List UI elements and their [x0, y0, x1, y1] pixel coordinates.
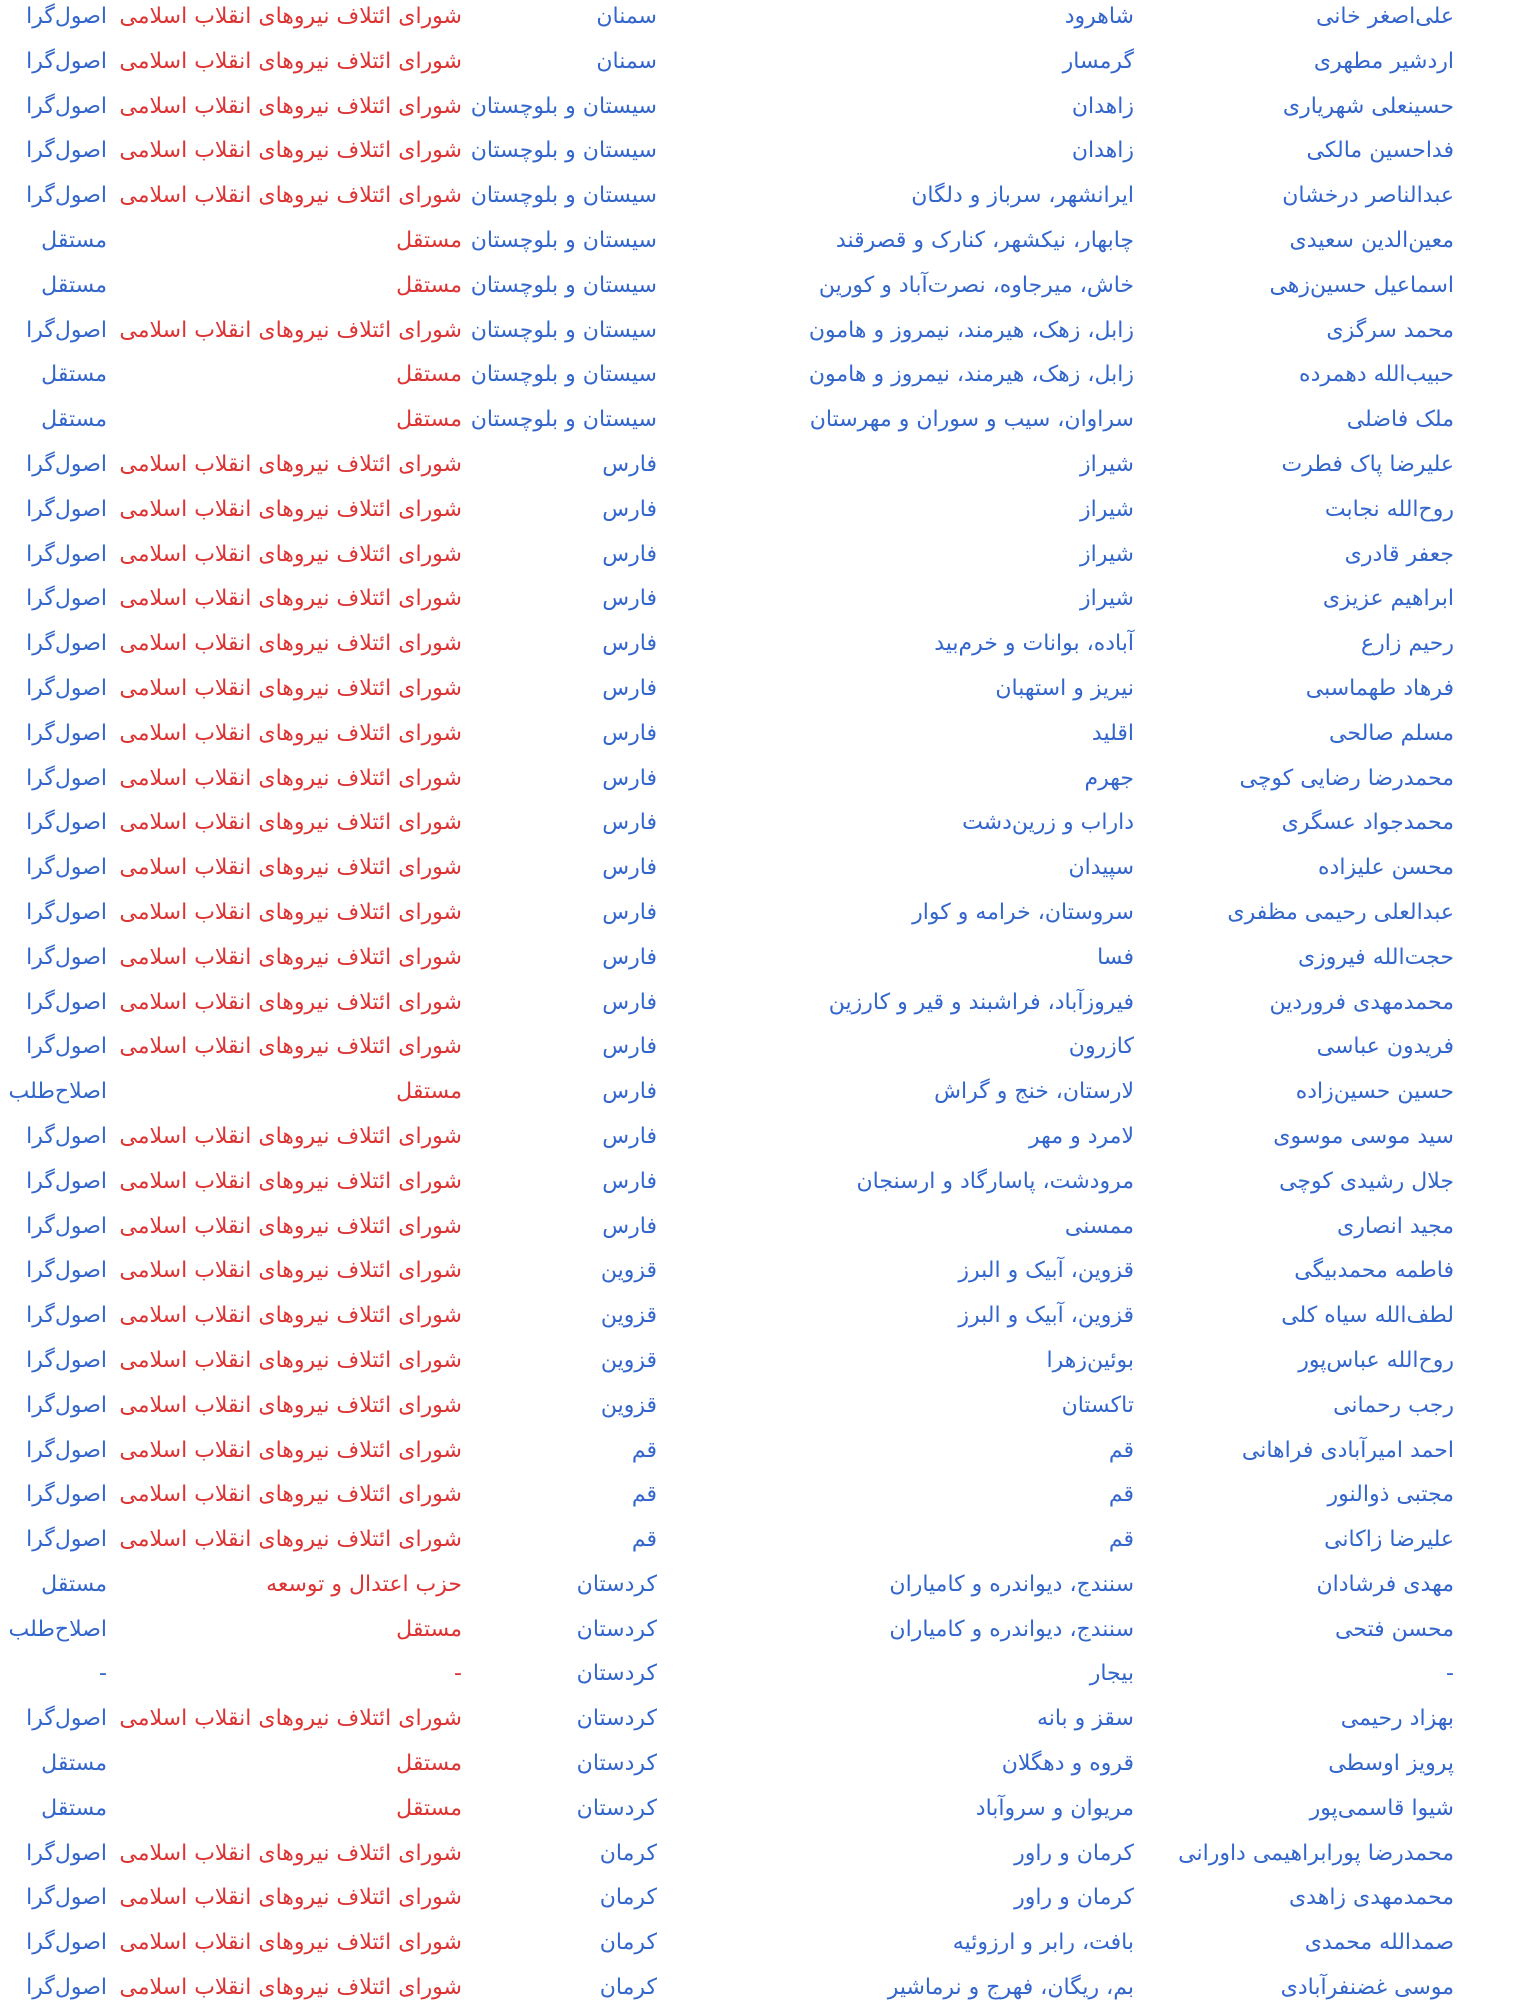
party-link[interactable]: اصول‌گرا: [26, 989, 107, 1015]
district-link[interactable]: سنندج، دیواندره و کامیاران: [889, 1616, 1134, 1642]
party-link[interactable]: اصول‌گرا: [26, 1885, 107, 1911]
faction-link[interactable]: شورای ائتلاف نیروهای انقلاب اسلامی: [119, 810, 462, 836]
district-link[interactable]: شیراز: [1080, 541, 1134, 567]
member-name-link[interactable]: ملک فاضلی: [1346, 407, 1454, 433]
member-name-link[interactable]: حسین حسین‌زاده: [1295, 1079, 1454, 1105]
faction-link[interactable]: مستقل: [396, 1616, 462, 1642]
province-link[interactable]: قزوین: [600, 1303, 657, 1329]
party-link[interactable]: اصول‌گرا: [26, 48, 107, 74]
member-name-link[interactable]: حبیب‌الله دهمرده: [1299, 362, 1454, 388]
faction-link[interactable]: شورای ائتلاف نیروهای انقلاب اسلامی: [119, 496, 462, 522]
table-row: [0, 403, 1536, 448]
faction-link[interactable]: شورای ائتلاف نیروهای انقلاب اسلامی: [119, 944, 462, 970]
party-link[interactable]: اصول‌گرا: [26, 1482, 107, 1508]
district-link[interactable]: زاهدان: [1071, 93, 1134, 119]
party-link[interactable]: اصول‌گرا: [26, 944, 107, 970]
table-row: [0, 806, 1536, 851]
district-link[interactable]: لامرد و مهر: [1029, 1123, 1134, 1149]
district-link[interactable]: شاهرود: [1064, 4, 1134, 29]
table-row: [0, 1568, 1536, 1613]
member-name-link[interactable]: احمد امیرآبادی فراهانی: [1241, 1437, 1454, 1463]
party-link[interactable]: اصول‌گرا: [26, 451, 107, 477]
district-link[interactable]: قم: [1108, 1482, 1134, 1508]
member-name-link[interactable]: شیوا قاسمی‌پور: [1309, 1795, 1454, 1821]
party-link[interactable]: -: [99, 1661, 107, 1687]
province-link[interactable]: فارس: [602, 989, 657, 1015]
faction-link[interactable]: شورای ائتلاف نیروهای انقلاب اسلامی: [119, 4, 462, 29]
table-row: [0, 986, 1536, 1031]
party-link[interactable]: اصول‌گرا: [26, 720, 107, 746]
district-link[interactable]: گرمسار: [1062, 48, 1134, 74]
party-link[interactable]: اصول‌گرا: [26, 1975, 107, 2001]
faction-link[interactable]: شورای ائتلاف نیروهای انقلاب اسلامی: [119, 586, 462, 612]
faction-link[interactable]: شورای ائتلاف نیروهای انقلاب اسلامی: [119, 899, 462, 925]
member-name-link[interactable]: مجید انصاری: [1336, 1213, 1454, 1239]
faction-link[interactable]: شورای ائتلاف نیروهای انقلاب اسلامی: [119, 1392, 462, 1418]
province-link[interactable]: قم: [631, 1482, 657, 1508]
table-row: [0, 538, 1536, 583]
faction-link[interactable]: شورای ائتلاف نیروهای انقلاب اسلامی: [119, 451, 462, 477]
province-link[interactable]: قم: [631, 1527, 657, 1553]
district-link[interactable]: اقلید: [1091, 720, 1134, 746]
district-link[interactable]: بافت، رابر و ارزوئیه: [952, 1930, 1134, 1956]
province-link[interactable]: قزوین: [600, 1258, 657, 1284]
faction-link[interactable]: شورای ائتلاف نیروهای انقلاب اسلامی: [119, 93, 462, 119]
member-name-link[interactable]: فریدون عباسی: [1316, 1034, 1454, 1060]
province-link[interactable]: سیستان و بلوچستان: [470, 407, 657, 433]
table-row: [0, 45, 1536, 90]
province-link[interactable]: سیستان و بلوچستان: [470, 317, 657, 343]
province-link[interactable]: سیستان و بلوچستان: [470, 138, 657, 164]
table-row: [0, 1120, 1536, 1165]
province-link[interactable]: فارس: [602, 1213, 657, 1239]
party-link[interactable]: اصول‌گرا: [26, 1527, 107, 1553]
table-row: [0, 269, 1536, 314]
faction-link[interactable]: شورای ائتلاف نیروهای انقلاب اسلامی: [119, 1213, 462, 1239]
district-link[interactable]: سپیدان: [1068, 855, 1134, 881]
province-link[interactable]: کردستان: [576, 1751, 657, 1777]
member-name-link[interactable]: محمدرضا پورابراهیمی داورانی: [1178, 1840, 1454, 1866]
faction-link[interactable]: شورای ائتلاف نیروهای انقلاب اسلامی: [119, 1303, 462, 1329]
party-link[interactable]: مستقل: [41, 1751, 107, 1777]
party-link[interactable]: اصول‌گرا: [26, 855, 107, 881]
party-link[interactable]: اصول‌گرا: [26, 317, 107, 343]
faction-link[interactable]: مستقل: [396, 1795, 462, 1821]
party-link[interactable]: مستقل: [41, 1795, 107, 1821]
table-row: [0, 672, 1536, 717]
district-link[interactable]: بوئین‌زهرا: [1046, 1347, 1134, 1373]
table-row: [0, 1926, 1536, 1971]
table-row: [0, 1747, 1536, 1792]
faction-link[interactable]: شورای ائتلاف نیروهای انقلاب اسلامی: [119, 720, 462, 746]
party-link[interactable]: اصول‌گرا: [26, 541, 107, 567]
party-link[interactable]: اصول‌گرا: [26, 1437, 107, 1463]
province-link[interactable]: فارس: [602, 810, 657, 836]
faction-link[interactable]: مستقل: [396, 227, 462, 253]
member-name-link[interactable]: رحیم زارع: [1361, 631, 1454, 657]
district-link[interactable]: شیراز: [1080, 451, 1134, 477]
faction-link[interactable]: شورای ائتلاف نیروهای انقلاب اسلامی: [119, 1168, 462, 1194]
faction-link[interactable]: شورای ائتلاف نیروهای انقلاب اسلامی: [119, 1527, 462, 1553]
party-link[interactable]: اصول‌گرا: [26, 765, 107, 791]
member-name-link[interactable]: -: [1446, 1661, 1454, 1687]
member-name-link[interactable]: لطف‌الله سیاه کلی: [1281, 1303, 1454, 1329]
district-link[interactable]: بیجار: [1089, 1661, 1134, 1687]
party-link[interactable]: اصول‌گرا: [26, 810, 107, 836]
member-name-link[interactable]: ابراهیم عزیزی: [1322, 586, 1454, 612]
party-link[interactable]: اصول‌گرا: [26, 631, 107, 657]
table-row: [0, 0, 1536, 45]
table-row: [0, 851, 1536, 896]
faction-link[interactable]: مستقل: [396, 407, 462, 433]
district-link[interactable]: قزوین، آبیک و البرز: [958, 1303, 1134, 1329]
table-row: [0, 224, 1536, 269]
member-name-link[interactable]: علیرضا پاک فطرت: [1281, 451, 1454, 477]
member-name-link[interactable]: فداحسین مالکی: [1306, 138, 1454, 164]
table-row: [0, 1165, 1536, 1210]
district-link[interactable]: شیراز: [1080, 496, 1134, 522]
province-link[interactable]: کرمان: [599, 1885, 657, 1911]
party-link[interactable]: مستقل: [41, 227, 107, 253]
province-link[interactable]: کردستان: [576, 1661, 657, 1687]
province-link[interactable]: قزوین: [600, 1392, 657, 1418]
district-link[interactable]: سنندج، دیواندره و کامیاران: [889, 1571, 1134, 1597]
member-name-link[interactable]: محمد سرگزی: [1326, 317, 1454, 343]
faction-link[interactable]: شورای ائتلاف نیروهای انقلاب اسلامی: [119, 1930, 462, 1956]
faction-link[interactable]: -: [454, 1661, 462, 1687]
party-link[interactable]: اصول‌گرا: [26, 4, 107, 29]
table-row: [0, 493, 1536, 538]
province-link[interactable]: کرمان: [599, 1930, 657, 1956]
district-link[interactable]: کازرون: [1068, 1034, 1134, 1060]
table-row: [0, 314, 1536, 359]
party-link[interactable]: اصول‌گرا: [26, 899, 107, 925]
party-link[interactable]: مستقل: [41, 1571, 107, 1597]
table-row: [0, 179, 1536, 224]
member-name-link[interactable]: بهزاد رحیمی: [1340, 1706, 1454, 1732]
district-link[interactable]: زابل، زهک، هیرمند، نیمروز و هامون: [808, 362, 1134, 388]
province-link[interactable]: فارس: [602, 855, 657, 881]
party-link[interactable]: اصول‌گرا: [26, 1840, 107, 1866]
member-name-link[interactable]: مسلم صالحی: [1329, 720, 1454, 746]
party-link[interactable]: اصول‌گرا: [26, 1930, 107, 1956]
faction-link[interactable]: شورای ائتلاف نیروهای انقلاب اسلامی: [119, 1975, 462, 2001]
faction-link[interactable]: شورای ائتلاف نیروهای انقلاب اسلامی: [119, 1840, 462, 1866]
district-link[interactable]: ممسنی: [1064, 1213, 1134, 1239]
table-row: [0, 1657, 1536, 1702]
province-link[interactable]: سیستان و بلوچستان: [470, 272, 657, 298]
district-link[interactable]: فسا: [1097, 944, 1134, 970]
table-row: [0, 1434, 1536, 1479]
member-name-link[interactable]: عبدالعلی رحیمی مظفری: [1227, 899, 1454, 925]
party-link[interactable]: اصول‌گرا: [26, 138, 107, 164]
district-link[interactable]: کرمان و راور: [1014, 1840, 1134, 1866]
faction-link[interactable]: شورای ائتلاف نیروهای انقلاب اسلامی: [119, 1258, 462, 1284]
district-link[interactable]: لارستان، خنج و گراش: [934, 1079, 1134, 1105]
member-name-link[interactable]: حجت‌الله فیروزی: [1297, 944, 1454, 970]
table-row: [0, 1389, 1536, 1434]
district-link[interactable]: قزوین، آبیک و البرز: [958, 1258, 1134, 1284]
faction-link[interactable]: شورای ائتلاف نیروهای انقلاب اسلامی: [119, 1482, 462, 1508]
faction-link[interactable]: مستقل: [396, 1751, 462, 1777]
district-link[interactable]: سقز و بانه: [1036, 1706, 1134, 1732]
party-link[interactable]: اصول‌گرا: [26, 586, 107, 612]
district-link[interactable]: مرودشت، پاسارگاد و ارسنجان: [856, 1168, 1134, 1194]
party-link[interactable]: اصول‌گرا: [26, 1392, 107, 1418]
table-row: [0, 762, 1536, 807]
party-link[interactable]: اصول‌گرا: [26, 1034, 107, 1060]
province-link[interactable]: قزوین: [600, 1347, 657, 1373]
province-link[interactable]: فارس: [602, 586, 657, 612]
province-link[interactable]: سیستان و بلوچستان: [470, 183, 657, 209]
faction-link[interactable]: شورای ائتلاف نیروهای انقلاب اسلامی: [119, 183, 462, 209]
province-link[interactable]: کرمان: [599, 1840, 657, 1866]
party-link[interactable]: اصول‌گرا: [26, 675, 107, 701]
table-row: [0, 896, 1536, 941]
member-name-link[interactable]: مجتبی ذوالنور: [1327, 1482, 1454, 1508]
district-link[interactable]: داراب و زرین‌دشت: [962, 810, 1134, 836]
party-link[interactable]: اصول‌گرا: [26, 1258, 107, 1284]
district-link[interactable]: سروستان، خرامه و کوار: [912, 899, 1134, 925]
table-row: [0, 134, 1536, 179]
district-link[interactable]: خاش، میرجاوه، نصرت‌آباد و کورین: [818, 272, 1134, 298]
table-row: [0, 90, 1536, 135]
member-name-link[interactable]: محمدمهدی فروردین: [1269, 989, 1454, 1015]
district-link[interactable]: قم: [1108, 1527, 1134, 1553]
party-link[interactable]: اصول‌گرا: [26, 496, 107, 522]
district-link[interactable]: تاکستان: [1061, 1392, 1134, 1418]
member-name-link[interactable]: صمدالله محمدی: [1304, 1930, 1454, 1956]
party-link[interactable]: اصول‌گرا: [26, 183, 107, 209]
province-link[interactable]: فارس: [602, 1034, 657, 1060]
table-row: [0, 1344, 1536, 1389]
district-link[interactable]: مریوان و سروآباد: [975, 1795, 1134, 1821]
table-row: [0, 1299, 1536, 1344]
member-name-link[interactable]: محمدجواد عسگری: [1281, 810, 1454, 836]
member-name-link[interactable]: علی‌اصغر خانی: [1315, 4, 1454, 29]
table-row: [0, 717, 1536, 762]
province-link[interactable]: فارس: [602, 765, 657, 791]
table-row: [0, 1254, 1536, 1299]
party-link[interactable]: اصول‌گرا: [26, 1303, 107, 1329]
faction-link[interactable]: شورای ائتلاف نیروهای انقلاب اسلامی: [119, 1034, 462, 1060]
province-link[interactable]: کردستان: [576, 1616, 657, 1642]
party-link[interactable]: اصول‌گرا: [26, 93, 107, 119]
table-row: [0, 1075, 1536, 1120]
district-link[interactable]: شیراز: [1080, 586, 1134, 612]
member-name-link[interactable]: پرویز اوسطی: [1328, 1751, 1454, 1777]
district-link[interactable]: کرمان و راور: [1014, 1885, 1134, 1911]
faction-link[interactable]: شورای ائتلاف نیروهای انقلاب اسلامی: [119, 675, 462, 701]
faction-link[interactable]: مستقل: [396, 1079, 462, 1105]
party-link[interactable]: مستقل: [41, 407, 107, 433]
province-link[interactable]: کرمان: [599, 1975, 657, 2001]
district-link[interactable]: قم: [1108, 1437, 1134, 1463]
table-row: [0, 1030, 1536, 1075]
faction-link[interactable]: شورای ائتلاف نیروهای انقلاب اسلامی: [119, 1123, 462, 1149]
district-link[interactable]: چابهار، نیکشهر، کنارک و قصرقند: [835, 227, 1134, 253]
member-name-link[interactable]: محسن فتحی: [1334, 1616, 1454, 1642]
table-row: [0, 941, 1536, 986]
district-link[interactable]: زابل، زهک، هیرمند، نیمروز و هامون: [808, 317, 1134, 343]
faction-link[interactable]: شورای ائتلاف نیروهای انقلاب اسلامی: [119, 1885, 462, 1911]
faction-link[interactable]: شورای ائتلاف نیروهای انقلاب اسلامی: [119, 631, 462, 657]
party-link[interactable]: اصول‌گرا: [26, 1168, 107, 1194]
province-link[interactable]: کردستان: [576, 1706, 657, 1732]
province-link[interactable]: کردستان: [576, 1571, 657, 1597]
member-name-link[interactable]: روح‌الله عباس‌پور: [1298, 1347, 1454, 1373]
district-link[interactable]: قروه و دهگلان: [1001, 1751, 1134, 1777]
member-name-link[interactable]: معین‌الدین سعیدی: [1289, 227, 1454, 253]
district-link[interactable]: سراوان، سیب و سوران و مهرستان: [809, 407, 1134, 433]
district-link[interactable]: جهرم: [1084, 765, 1134, 791]
faction-link[interactable]: شورای ائتلاف نیروهای انقلاب اسلامی: [119, 1706, 462, 1732]
member-name-link[interactable]: محمدمهدی زاهدی: [1288, 1885, 1454, 1911]
member-name-link[interactable]: فرهاد طهماسبی: [1305, 675, 1454, 701]
table-row: [0, 582, 1536, 627]
district-link[interactable]: نیریز و استهبان: [995, 675, 1134, 701]
faction-link[interactable]: شورای ائتلاف نیروهای انقلاب اسلامی: [119, 1347, 462, 1373]
faction-link[interactable]: شورای ائتلاف نیروهای انقلاب اسلامی: [119, 541, 462, 567]
province-link[interactable]: کردستان: [576, 1795, 657, 1821]
faction-link[interactable]: شورای ائتلاف نیروهای انقلاب اسلامی: [119, 989, 462, 1015]
province-link[interactable]: فارس: [602, 720, 657, 746]
member-name-link[interactable]: محمدرضا رضایی کوچی: [1239, 765, 1454, 791]
faction-link[interactable]: شورای ائتلاف نیروهای انقلاب اسلامی: [119, 855, 462, 881]
member-name-link[interactable]: فاطمه محمدبیگی: [1294, 1258, 1454, 1284]
party-link[interactable]: اصول‌گرا: [26, 1123, 107, 1149]
province-link[interactable]: قم: [631, 1437, 657, 1463]
member-name-link[interactable]: جعفر قادری: [1344, 541, 1454, 567]
member-name-link[interactable]: مهدی فرشادان: [1316, 1571, 1454, 1597]
district-link[interactable]: آباده، بوانات و خرم‌بید: [934, 631, 1134, 657]
party-link[interactable]: اصلاح‌طلب: [8, 1616, 107, 1642]
faction-link[interactable]: حزب اعتدال و توسعه: [266, 1571, 462, 1597]
table-row: [0, 627, 1536, 672]
table-row: [0, 1837, 1536, 1882]
party-link[interactable]: اصول‌گرا: [26, 1213, 107, 1239]
party-link[interactable]: اصول‌گرا: [26, 1347, 107, 1373]
member-name-link[interactable]: عبدالناصر درخشان: [1282, 183, 1454, 209]
table-row: [0, 1881, 1536, 1926]
table-row: [0, 1210, 1536, 1255]
province-link[interactable]: فارس: [602, 541, 657, 567]
party-link[interactable]: اصول‌گرا: [26, 1706, 107, 1732]
table-row: [0, 1971, 1536, 2016]
district-link[interactable]: زاهدان: [1071, 138, 1134, 164]
district-link[interactable]: بم، ریگان، فهرج و نرماشیر: [887, 1975, 1134, 2001]
province-link[interactable]: فارس: [602, 1123, 657, 1149]
province-link[interactable]: سمنان: [596, 48, 657, 74]
faction-link[interactable]: شورای ائتلاف نیروهای انقلاب اسلامی: [119, 48, 462, 74]
party-link[interactable]: مستقل: [41, 362, 107, 388]
member-name-link[interactable]: روح‌الله نجابت: [1324, 496, 1454, 522]
party-link[interactable]: مستقل: [41, 272, 107, 298]
table-row: [0, 1523, 1536, 1568]
faction-link[interactable]: شورای ائتلاف نیروهای انقلاب اسلامی: [119, 765, 462, 791]
faction-link[interactable]: مستقل: [396, 362, 462, 388]
district-link[interactable]: فیروزآباد، فراشبند و قیر و کارزین: [828, 989, 1134, 1015]
member-name-link[interactable]: اسماعیل حسین‌زهی: [1269, 272, 1454, 298]
member-name-link[interactable]: موسی غضنفرآبادی: [1280, 1975, 1454, 2001]
district-link[interactable]: ایرانشهر، سرباز و دلگان: [911, 183, 1134, 209]
member-name-link[interactable]: حسینعلی شهریاری: [1282, 93, 1454, 119]
province-link[interactable]: فارس: [602, 675, 657, 701]
province-link[interactable]: سیستان و بلوچستان: [470, 227, 657, 253]
member-name-link[interactable]: سید موسی موسوی: [1273, 1123, 1454, 1149]
member-name-link[interactable]: اردشیر مطهری: [1313, 48, 1454, 74]
faction-link[interactable]: شورای ائتلاف نیروهای انقلاب اسلامی: [119, 138, 462, 164]
province-link[interactable]: فارس: [602, 944, 657, 970]
member-name-link[interactable]: جلال رشیدی کوچی: [1279, 1168, 1454, 1194]
table-row: [0, 1702, 1536, 1747]
province-link[interactable]: سیستان و بلوچستان: [470, 362, 657, 388]
province-link[interactable]: فارس: [602, 1079, 657, 1105]
province-link[interactable]: سیستان و بلوچستان: [470, 93, 657, 119]
faction-link[interactable]: شورای ائتلاف نیروهای انقلاب اسلامی: [119, 1437, 462, 1463]
table-row: [0, 1792, 1536, 1837]
province-link[interactable]: فارس: [602, 451, 657, 477]
faction-link[interactable]: شورای ائتلاف نیروهای انقلاب اسلامی: [119, 317, 462, 343]
province-link[interactable]: فارس: [602, 496, 657, 522]
table-row: [0, 358, 1536, 403]
faction-link[interactable]: مستقل: [396, 272, 462, 298]
province-link[interactable]: سمنان: [596, 4, 657, 29]
member-name-link[interactable]: محسن علیزاده: [1318, 855, 1454, 881]
table-row: [0, 1613, 1536, 1658]
table-row: [0, 1478, 1536, 1523]
table-row: [0, 448, 1536, 493]
province-link[interactable]: فارس: [602, 899, 657, 925]
province-link[interactable]: فارس: [602, 1168, 657, 1194]
member-name-link[interactable]: علیرضا زاکانی: [1324, 1527, 1454, 1553]
province-link[interactable]: فارس: [602, 631, 657, 657]
party-link[interactable]: اصلاح‌طلب: [8, 1079, 107, 1105]
member-name-link[interactable]: رجب رحمانی: [1333, 1392, 1454, 1418]
